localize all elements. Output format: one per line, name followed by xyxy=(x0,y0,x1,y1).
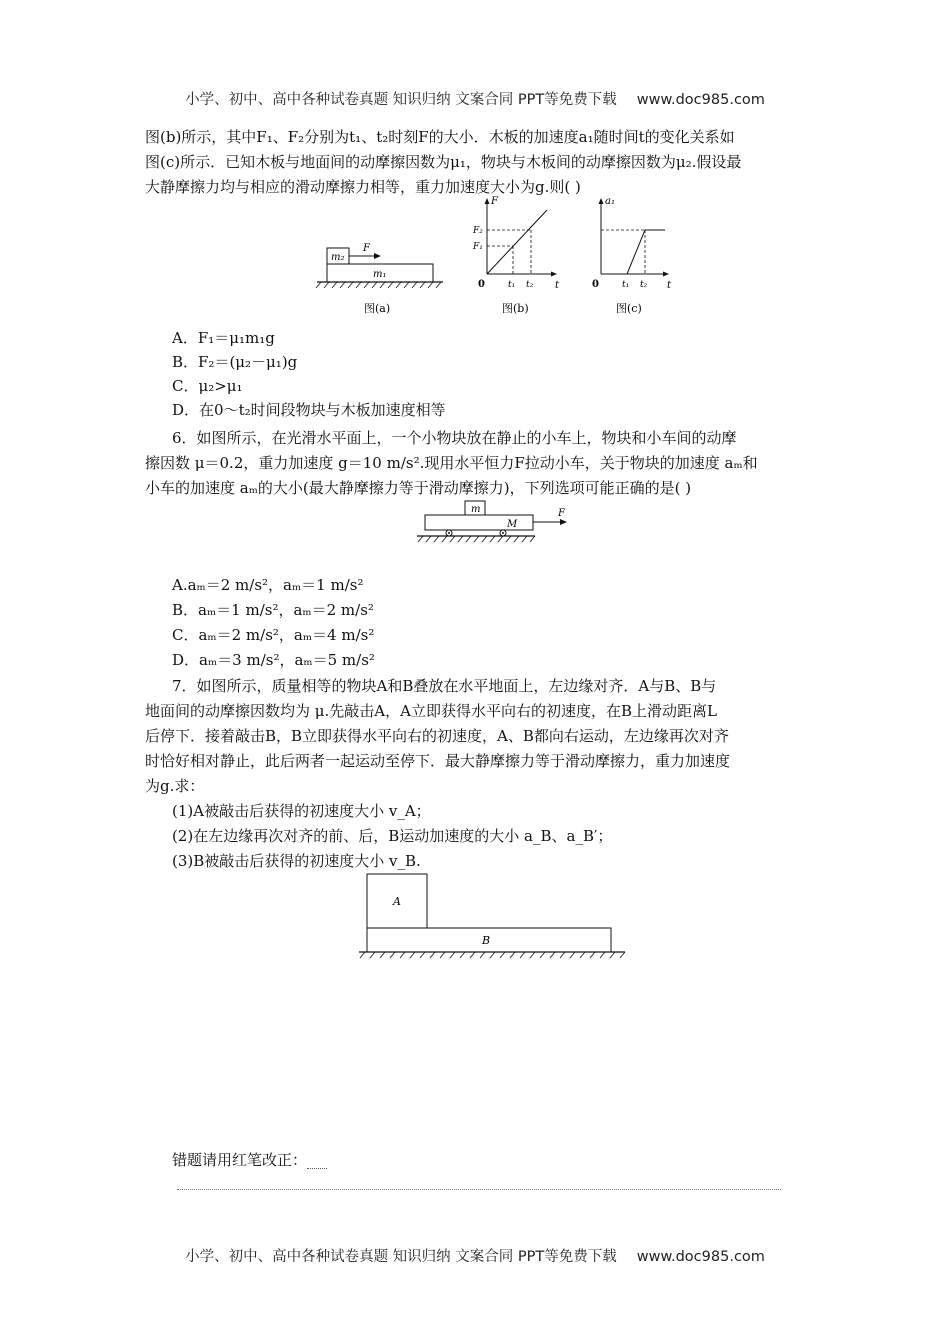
figure-b xyxy=(472,196,560,315)
q6-option-d: D．aₘ＝3 m/s²，aₘ＝5 m/s² xyxy=(172,651,375,669)
c-tick-t1: t₁ xyxy=(622,280,630,290)
figure-a xyxy=(316,243,443,315)
q5-option-a: A．F₁＝μ₁m₁g xyxy=(172,329,275,347)
q7-stem-line-5: 为g.求： xyxy=(145,777,205,795)
q7-stem-line-1: 7．如图所示，质量相等的物块A和B叠放在水平地面上，左边缘对齐．A与B、B与 xyxy=(172,677,717,695)
caption-a: 图(a) xyxy=(364,302,391,315)
correction-blank[interactable] xyxy=(307,1154,327,1169)
correction-answer-line[interactable] xyxy=(177,1189,781,1190)
b-origin: 0 xyxy=(478,279,485,290)
caption-b: 图(b) xyxy=(502,302,529,315)
q5-intro-line-2: 图(c)所示．已知木板与地面间的动摩擦因数为μ₁，物块与木板间的动摩擦因数为μ₂.假设最 xyxy=(145,153,742,171)
f-line xyxy=(487,210,547,274)
q5-intro-line-1: 图(b)所示，其中F₁、F₂分别为t₁、t₂时刻F的大小．木板的加速度a₁随时间t的变化关系如 xyxy=(145,128,735,146)
q6-option-a: A.aₘ＝2 m/s²，aₘ＝1 m/s² xyxy=(172,576,364,594)
q6-stem-line-3: 小车的加速度 aₘ的大小(最大静摩擦力等于滑动摩擦力)，下列选项可能正确的是( ) xyxy=(145,479,692,497)
q5-option-d: D．在0～t₂时间段物块与木板加速度相等 xyxy=(172,401,446,419)
page-footer xyxy=(0,1245,950,1266)
a1-line xyxy=(627,230,665,274)
b-tick-f2: F₂ xyxy=(473,226,483,236)
c-origin: 0 xyxy=(592,279,599,290)
q6-stem-line-1: 6．如图所示，在光滑水平面上，一个小物块放在静止的小车上，物块和小车间的动摩 xyxy=(172,429,737,447)
b-tick-t1: t₁ xyxy=(508,280,516,290)
b-tick-t2: t₂ xyxy=(526,280,534,290)
label-m: m xyxy=(471,504,481,515)
page-header xyxy=(0,88,950,109)
correction-label xyxy=(172,1148,327,1172)
q7-part-2: (2)在左边缘再次对齐的前、后，B运动加速度的大小 a_B、a_B′； xyxy=(172,827,613,845)
correction-text: 错题请用红笔改正： xyxy=(172,1151,308,1169)
b-y-label: F xyxy=(491,196,498,207)
q5-intro-line-3: 大静摩擦力均与相应的滑动摩擦力相等，重力加速度大小为g.则( ) xyxy=(145,178,581,196)
q5-option-c: C．μ₂>μ₁ xyxy=(172,377,243,395)
q7-stem-line-4: 时恰好相对静止，此后两者一起运动至停下．最大静摩擦力等于滑动摩擦力，重力加速度 xyxy=(145,752,731,770)
q7-stem-line-3: 后停下．接着敲击B，B立即获得水平向右的初速度，A、B都向右运动，左边缘再次对齐 xyxy=(145,727,729,745)
c-tick-t2: t₂ xyxy=(640,280,648,290)
q5-option-b: B．F₂＝(μ₂－μ₁)g xyxy=(172,353,298,371)
header-site: www.doc985.com xyxy=(636,92,765,108)
label-m2: m₂ xyxy=(331,252,345,263)
caption-c: 图(c) xyxy=(616,302,642,315)
q6-figure xyxy=(415,496,575,548)
q6-option-b: B．aₘ＝1 m/s²，aₘ＝2 m/s² xyxy=(172,601,374,619)
force-arrow-q6 xyxy=(560,519,567,525)
footer-site: www.doc985.com xyxy=(636,1249,765,1265)
label-m1: m₁ xyxy=(373,269,387,280)
q6-stem-line-2: 擦因数 μ＝0.2，重力加速度 g＝10 m/s².现用水平恒力F拉动小车，关于物块的加速度 aₘ和 xyxy=(145,454,758,472)
c-x-label: t xyxy=(667,280,672,291)
force-arrow xyxy=(374,253,381,259)
label-force-q6: F xyxy=(558,508,565,519)
c-y-label: a₁ xyxy=(605,196,615,207)
label-A: A xyxy=(393,895,401,908)
q5-figure xyxy=(315,192,685,320)
b-tick-f1: F₁ xyxy=(473,242,483,252)
figure-c xyxy=(592,196,672,315)
q7-part-1: (1)A被敲击后获得的初速度大小 v_A； xyxy=(172,802,431,820)
b-x-label: t xyxy=(555,280,560,291)
q7-part-3: (3)B被敲击后获得的初速度大小 v_B. xyxy=(172,852,421,870)
footer-text: 小学、初中、高中各种试卷真题 知识归纳 文案合同 PPT等免费下载 xyxy=(185,1249,617,1265)
label-M: M xyxy=(507,519,518,530)
q7-figure xyxy=(355,870,630,962)
header-text: 小学、初中、高中各种试卷真题 知识归纳 文案合同 PPT等免费下载 xyxy=(185,92,617,108)
label-force-a: F xyxy=(363,243,370,254)
label-B: B xyxy=(482,934,491,947)
q7-stem-line-2: 地面间的动摩擦因数均为 μ.先敲击A，A立即获得水平向右的初速度，在B上滑动距离L xyxy=(145,702,717,720)
q6-option-c: C．aₘ＝2 m/s²，aₘ＝4 m/s² xyxy=(172,626,375,644)
